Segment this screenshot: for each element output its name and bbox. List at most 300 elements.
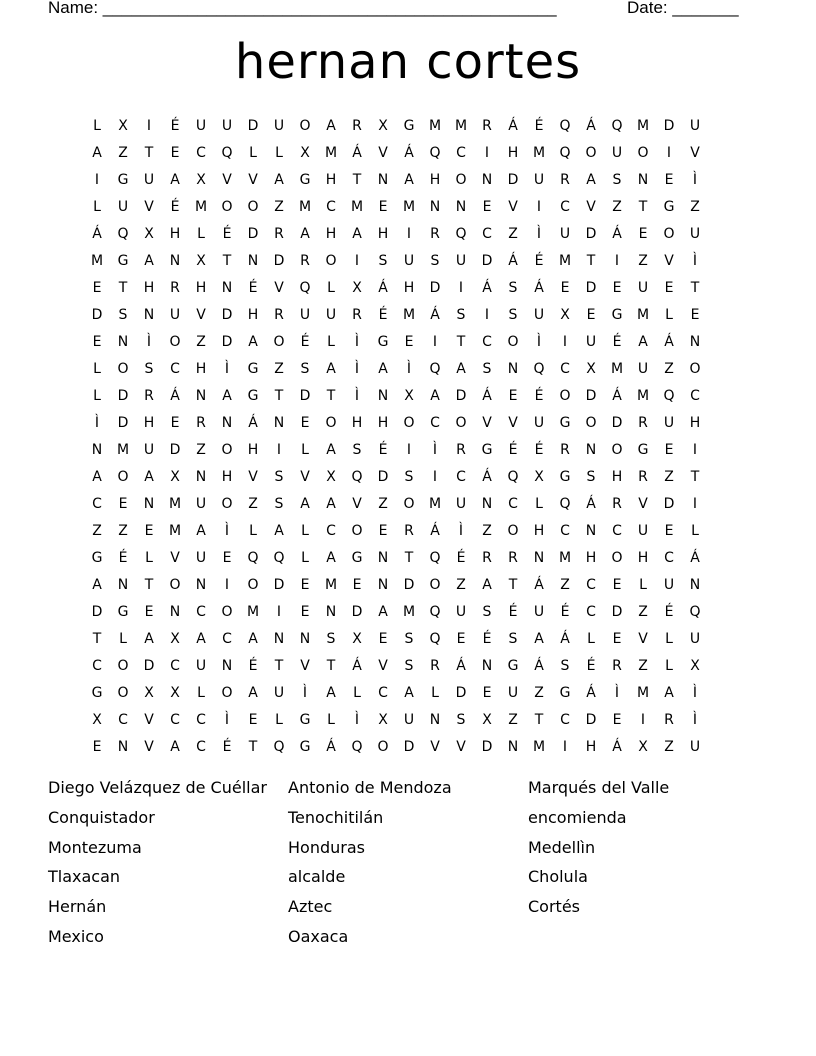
grid-letter: S	[482, 360, 492, 377]
grid-letter: D	[299, 387, 311, 404]
grid-letter: D	[429, 279, 441, 296]
grid-letter: C	[170, 711, 180, 728]
grid-letter: U	[585, 333, 597, 350]
grid-letter: D	[481, 252, 493, 269]
grid-letter: V	[508, 414, 518, 431]
grid-letter: C	[586, 576, 596, 593]
grid-letter: I	[484, 306, 490, 323]
grid-letter: C	[196, 603, 206, 620]
grid-letter: C	[92, 657, 102, 674]
grid-letter: E	[300, 603, 310, 620]
grid-letter: Á	[612, 387, 622, 404]
grid-row	[84, 733, 708, 760]
grid-letter: C	[222, 630, 232, 647]
grid-letter: G	[559, 684, 571, 701]
grid-letter: L	[197, 684, 205, 701]
grid-letter: E	[664, 171, 674, 188]
grid-letter: V	[144, 711, 154, 728]
grid-letter: O	[637, 144, 649, 161]
grid-letter: L	[327, 279, 335, 296]
grid-letter: Z	[638, 252, 648, 269]
grid-letter: Ì	[458, 522, 464, 539]
grid-letter: I	[432, 333, 438, 350]
grid-letter: C	[92, 495, 102, 512]
grid-letter: Z	[664, 468, 674, 485]
grid-row	[84, 328, 708, 355]
grid-letter: E	[144, 522, 154, 539]
grid-letter: L	[119, 630, 127, 647]
grid-letter: Á	[378, 279, 388, 296]
grid-letter: D	[585, 711, 597, 728]
grid-letter: G	[117, 603, 129, 620]
grid-letter: O	[299, 117, 311, 134]
grid-letter: D	[663, 495, 675, 512]
word-list-item: Medellìn	[528, 837, 596, 857]
grid-letter: R	[612, 657, 622, 674]
grid-row	[84, 490, 708, 517]
grid-letter: M	[636, 117, 650, 134]
grid-letter: N	[377, 576, 389, 593]
grid-row	[84, 139, 708, 166]
grid-letter: É	[534, 387, 544, 404]
grid-letter: R	[144, 387, 154, 404]
grid-letter: A	[170, 171, 180, 188]
grid-letter: S	[586, 468, 596, 485]
grid-letter: Ì	[224, 522, 230, 539]
grid-letter: R	[560, 171, 570, 188]
grid-letter: V	[300, 657, 310, 674]
grid-letter: C	[586, 603, 596, 620]
grid-letter: Á	[352, 657, 362, 674]
grid-letter: Z	[92, 522, 102, 539]
grid-letter: O	[559, 387, 571, 404]
grid-letter: O	[403, 495, 415, 512]
grid-letter: U	[117, 198, 129, 215]
grid-letter: M	[246, 603, 260, 620]
grid-letter: N	[91, 441, 103, 458]
grid-letter: R	[638, 414, 648, 431]
grid-letter: S	[508, 630, 518, 647]
grid-letter: Z	[118, 144, 128, 161]
grid-letter: T	[586, 252, 596, 269]
grid-letter: Z	[638, 657, 648, 674]
grid-letter: E	[664, 441, 674, 458]
grid-letter: T	[352, 171, 362, 188]
word-list-item: Tlaxacan	[48, 867, 121, 887]
grid-letter: Ì	[692, 711, 698, 728]
grid-letter: É	[612, 333, 622, 350]
grid-letter: A	[300, 495, 310, 512]
grid-letter: S	[404, 468, 414, 485]
grid-letter: X	[170, 630, 180, 647]
grid-letter: Ì	[224, 360, 230, 377]
grid-letter: V	[170, 549, 180, 566]
grid-letter: É	[534, 252, 544, 269]
grid-letter: G	[299, 711, 311, 728]
grid-letter: S	[560, 657, 570, 674]
grid-letter: Q	[559, 495, 571, 512]
grid-letter: Ì	[146, 333, 152, 350]
grid-letter: E	[144, 603, 154, 620]
grid-letter: D	[351, 603, 363, 620]
grid-letter: E	[638, 225, 648, 242]
grid-letter: C	[326, 198, 336, 215]
grid-letter: R	[196, 414, 206, 431]
grid-letter: G	[247, 387, 259, 404]
grid-letter: A	[638, 333, 648, 350]
grid-letter: É	[586, 657, 596, 674]
grid-letter: Á	[482, 387, 492, 404]
grid-letter: E	[378, 630, 388, 647]
grid-letter: D	[221, 306, 233, 323]
grid-letter: É	[222, 738, 232, 755]
grid-letter: R	[430, 657, 440, 674]
grid-letter: Q	[299, 279, 311, 296]
grid-letter: T	[144, 576, 154, 593]
grid-letter: L	[327, 333, 335, 350]
grid-letter: O	[169, 333, 181, 350]
grid-letter: É	[534, 117, 544, 134]
grid-letter: V	[430, 738, 440, 755]
grid-letter: H	[325, 225, 337, 242]
grid-letter: U	[533, 603, 545, 620]
grid-letter: I	[224, 576, 230, 593]
grid-letter: R	[352, 306, 362, 323]
grid-letter: I	[354, 252, 360, 269]
grid-letter: N	[195, 468, 207, 485]
grid-letter: N	[221, 279, 233, 296]
grid-letter: E	[586, 306, 596, 323]
grid-letter: I	[692, 441, 698, 458]
grid-letter: Ì	[354, 387, 360, 404]
grid-letter: A	[92, 576, 102, 593]
grid-letter: T	[326, 387, 336, 404]
grid-letter: X	[92, 711, 102, 728]
grid-letter: T	[274, 657, 284, 674]
grid-letter: A	[534, 630, 544, 647]
grid-letter: O	[689, 360, 701, 377]
grid-letter: C	[560, 198, 570, 215]
grid-letter: T	[638, 198, 648, 215]
grid-letter: A	[274, 522, 284, 539]
grid-letter: É	[378, 306, 388, 323]
grid-letter: S	[430, 252, 440, 269]
grid-letter: É	[534, 441, 544, 458]
grid-letter: D	[91, 306, 103, 323]
grid-letter: C	[456, 144, 466, 161]
grid-letter: H	[195, 360, 207, 377]
grid-letter: L	[353, 684, 361, 701]
grid-letter: C	[430, 414, 440, 431]
grid-letter: L	[587, 630, 595, 647]
grid-letter: T	[508, 576, 518, 593]
grid-letter: O	[117, 360, 129, 377]
grid-letter: U	[403, 252, 415, 269]
grid-letter: H	[247, 306, 259, 323]
grid-letter: C	[196, 738, 206, 755]
grid-letter: Ì	[354, 711, 360, 728]
grid-letter: A	[300, 225, 310, 242]
grid-letter: A	[456, 360, 466, 377]
grid-letter: G	[611, 306, 623, 323]
grid-letter: V	[690, 144, 700, 161]
grid-letter: A	[92, 468, 102, 485]
grid-letter: O	[117, 468, 129, 485]
grid-letter: Z	[638, 603, 648, 620]
grid-letter: M	[324, 576, 338, 593]
grid-letter: N	[377, 387, 389, 404]
grid-letter: Ì	[354, 360, 360, 377]
grid-letter: I	[666, 144, 672, 161]
word-list	[48, 778, 768, 957]
grid-letter: V	[638, 630, 648, 647]
grid-row	[84, 463, 708, 490]
grid-letter: É	[456, 549, 466, 566]
grid-letter: X	[118, 117, 128, 134]
grid-row	[84, 193, 708, 220]
grid-letter: A	[326, 441, 336, 458]
grid-letter: E	[378, 198, 388, 215]
grid-letter: A	[274, 171, 284, 188]
grid-row	[84, 517, 708, 544]
grid-row	[84, 679, 708, 706]
grid-letter: X	[482, 711, 492, 728]
word-list-item: alcalde	[288, 867, 346, 887]
grid-letter: I	[640, 711, 646, 728]
grid-letter: D	[403, 576, 415, 593]
grid-letter: E	[248, 711, 258, 728]
grid-letter: M	[636, 306, 650, 323]
word-list-item: Mexico	[48, 926, 104, 946]
grid-letter: S	[274, 495, 284, 512]
grid-letter: E	[508, 387, 518, 404]
grid-letter: Q	[455, 225, 467, 242]
grid-letter: T	[456, 333, 466, 350]
grid-letter: A	[586, 171, 596, 188]
grid-letter: E	[222, 549, 232, 566]
grid-letter: U	[455, 495, 467, 512]
grid-letter: U	[403, 711, 415, 728]
grid-letter: D	[611, 414, 623, 431]
grid-letter: D	[611, 603, 623, 620]
grid-letter: Q	[429, 603, 441, 620]
grid-letter: L	[249, 144, 257, 161]
grid-letter: S	[508, 306, 518, 323]
grid-letter: A	[144, 630, 154, 647]
grid-letter: S	[482, 603, 492, 620]
grid-letter: N	[221, 414, 233, 431]
grid-letter: D	[455, 387, 467, 404]
grid-letter: N	[169, 252, 181, 269]
grid-letter: Ì	[406, 360, 412, 377]
grid-letter: I	[458, 279, 464, 296]
grid-letter: Á	[92, 225, 102, 242]
grid-letter: M	[168, 495, 182, 512]
grid-letter: L	[275, 711, 283, 728]
grid-letter: Q	[351, 468, 363, 485]
grid-letter: U	[325, 306, 337, 323]
grid-letter: É	[508, 441, 518, 458]
grid-letter: G	[91, 684, 103, 701]
grid-letter: R	[560, 441, 570, 458]
grid-letter: O	[455, 171, 467, 188]
grid-letter: A	[482, 576, 492, 593]
grid-letter: Á	[248, 414, 258, 431]
grid-letter: Á	[534, 279, 544, 296]
grid-letter: E	[170, 144, 180, 161]
grid-letter: Q	[273, 549, 285, 566]
grid-letter: A	[248, 333, 258, 350]
grid-letter: C	[508, 495, 518, 512]
grid-letter: Á	[482, 279, 492, 296]
grid-letter: H	[325, 171, 337, 188]
grid-letter: O	[221, 603, 233, 620]
grid-letter: Q	[429, 360, 441, 377]
grid-letter: N	[637, 171, 649, 188]
grid-letter: S	[612, 171, 622, 188]
grid-letter: C	[196, 144, 206, 161]
grid-letter: U	[195, 549, 207, 566]
grid-letter: Ì	[224, 711, 230, 728]
grid-letter: H	[403, 279, 415, 296]
grid-letter: A	[326, 684, 336, 701]
grid-letter: N	[689, 333, 701, 350]
grid-letter: É	[378, 441, 388, 458]
grid-letter: D	[377, 468, 389, 485]
grid-letter: Á	[664, 333, 674, 350]
grid-letter: Z	[196, 441, 206, 458]
grid-letter: U	[689, 225, 701, 242]
grid-letter: R	[352, 117, 362, 134]
grid-letter: G	[299, 738, 311, 755]
grid-letter: R	[404, 522, 414, 539]
grid-letter: É	[118, 549, 128, 566]
grid-letter: U	[169, 306, 181, 323]
grid-letter: Á	[326, 738, 336, 755]
grid-row	[84, 652, 708, 679]
grid-letter: T	[690, 279, 700, 296]
grid-letter: Á	[586, 117, 596, 134]
grid-letter: Q	[247, 549, 259, 566]
grid-letter: U	[221, 117, 233, 134]
grid-letter: E	[170, 414, 180, 431]
grid-letter: D	[247, 225, 259, 242]
grid-letter: R	[508, 549, 518, 566]
grid-letter: G	[559, 468, 571, 485]
grid-letter: E	[482, 198, 492, 215]
grid-letter: A	[144, 468, 154, 485]
grid-letter: L	[301, 549, 309, 566]
grid-letter: O	[221, 495, 233, 512]
grid-letter: M	[636, 684, 650, 701]
grid-letter: T	[534, 711, 544, 728]
grid-letter: N	[273, 630, 285, 647]
word-list-item: Conquistador	[48, 807, 155, 827]
grid-letter: M	[298, 198, 312, 215]
grid-row	[84, 220, 708, 247]
grid-letter: E	[378, 522, 388, 539]
grid-letter: N	[143, 495, 155, 512]
grid-letter: S	[404, 630, 414, 647]
grid-letter: T	[248, 738, 258, 755]
grid-letter: Á	[560, 630, 570, 647]
grid-letter: N	[429, 711, 441, 728]
grid-letter: C	[482, 333, 492, 350]
grid-letter: A	[352, 225, 362, 242]
grid-letter: N	[273, 414, 285, 431]
grid-letter: M	[116, 441, 130, 458]
grid-letter: N	[117, 738, 129, 755]
grid-letter: M	[402, 306, 416, 323]
grid-letter: X	[170, 684, 180, 701]
grid-letter: Ì	[432, 441, 438, 458]
grid-letter: C	[560, 522, 570, 539]
grid-letter: I	[692, 495, 698, 512]
grid-letter: Z	[196, 333, 206, 350]
grid-letter: O	[663, 225, 675, 242]
date-field-label: Date: _______	[627, 0, 739, 17]
grid-row	[84, 274, 708, 301]
grid-letter: H	[585, 738, 597, 755]
grid-letter: R	[482, 117, 492, 134]
grid-letter: O	[247, 576, 259, 593]
grid-letter: É	[170, 198, 180, 215]
grid-letter: S	[456, 711, 466, 728]
grid-letter: Á	[508, 117, 518, 134]
grid-letter: E	[664, 522, 674, 539]
grid-letter: C	[560, 711, 570, 728]
grid-letter: R	[300, 252, 310, 269]
grid-letter: O	[117, 657, 129, 674]
grid-letter: T	[118, 279, 128, 296]
grid-letter: R	[430, 225, 440, 242]
grid-letter: U	[533, 414, 545, 431]
grid-letter: Z	[456, 576, 466, 593]
grid-letter: D	[169, 441, 181, 458]
grid-letter: U	[663, 576, 675, 593]
grid-letter: N	[299, 630, 311, 647]
grid-letter: G	[559, 414, 571, 431]
grid-letter: Z	[378, 495, 388, 512]
grid-letter: U	[689, 738, 701, 755]
grid-row	[84, 571, 708, 598]
grid-letter: X	[352, 630, 362, 647]
grid-letter: Z	[690, 198, 700, 215]
grid-letter: L	[249, 522, 257, 539]
grid-letter: O	[585, 414, 597, 431]
grid-letter: E	[560, 279, 570, 296]
grid-letter: D	[403, 738, 415, 755]
grid-letter: Ì	[614, 684, 620, 701]
grid-letter: N	[169, 603, 181, 620]
grid-letter: G	[663, 198, 675, 215]
grid-letter: I	[276, 603, 282, 620]
grid-letter: N	[377, 171, 389, 188]
grid-letter: X	[378, 117, 388, 134]
grid-letter: N	[507, 360, 519, 377]
grid-letter: M	[558, 549, 572, 566]
grid-letter: E	[404, 333, 414, 350]
grid-letter: A	[248, 684, 258, 701]
grid-letter: D	[247, 117, 259, 134]
grid-letter: C	[690, 387, 700, 404]
word-list-item: Tenochitilán	[288, 807, 384, 827]
grid-letter: U	[195, 495, 207, 512]
grid-letter: X	[196, 171, 206, 188]
grid-letter: A	[144, 252, 154, 269]
grid-letter: I	[614, 252, 620, 269]
grid-letter: Q	[273, 738, 285, 755]
